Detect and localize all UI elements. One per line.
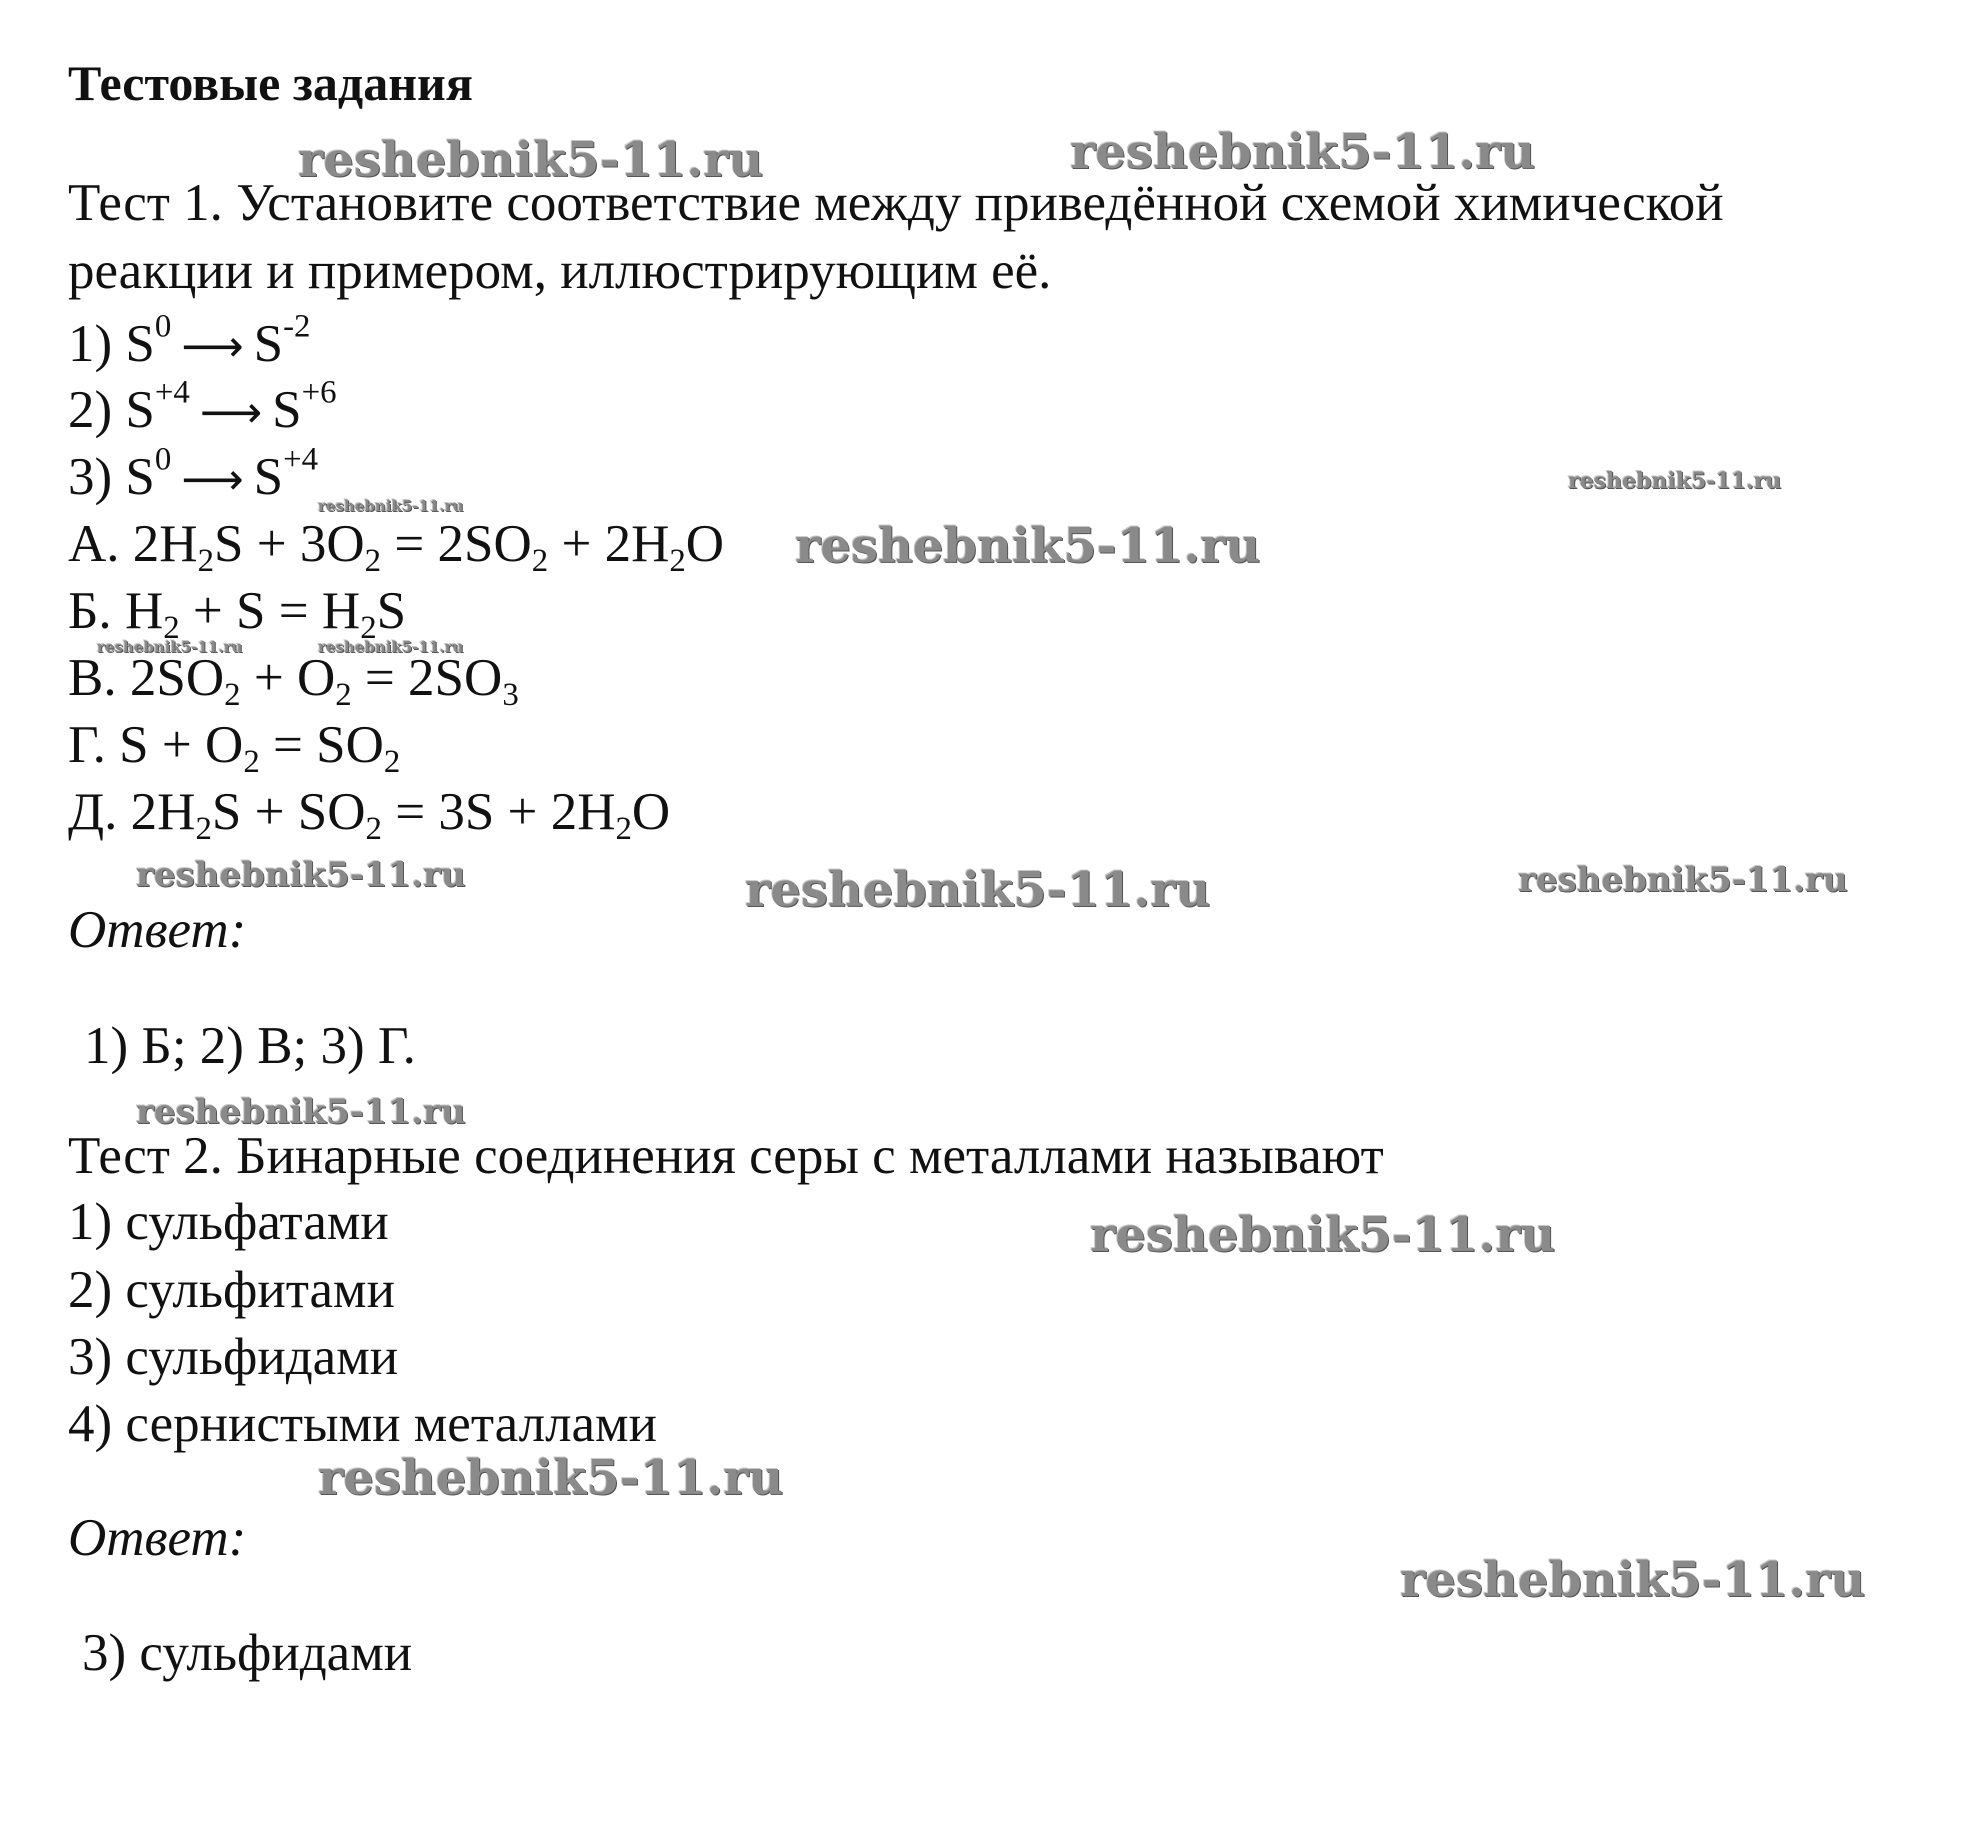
- test2-answer-label: Ответ:: [68, 1509, 247, 1567]
- scheme-1: 1) $S^0$ ⟶ $S^{-2}$: [68, 308, 311, 373]
- watermark: reshebnik5-11.ru: [97, 638, 243, 656]
- test1-question-line1: Тест 1. Установите соответствие между приведённой схемой химической: [68, 174, 1724, 232]
- watermark: reshebnik5-11.ru: [136, 855, 466, 895]
- arrow-icon: ⟶: [199, 388, 263, 438]
- page-title: Тестовые задания: [68, 55, 473, 111]
- option-v: В. $2SO_2 + O_2 = 2SO_3$: [68, 649, 519, 713]
- watermark: reshebnik5-11.ru: [318, 638, 464, 656]
- watermark: reshebnik5-11.ru: [1400, 1552, 1866, 1608]
- watermark: reshebnik5-11.ru: [1568, 468, 1782, 494]
- watermark: reshebnik5-11.ru: [318, 497, 464, 515]
- watermark: reshebnik5-11.ru: [1518, 860, 1848, 900]
- watermark: reshebnik5-11.ru: [1070, 124, 1536, 180]
- arrow-icon: ⟶: [181, 455, 244, 505]
- test2-option-3: 3) сульфидами: [68, 1328, 399, 1386]
- test2-question: Тест 2. Бинарные соединения серы с металлами называют: [68, 1127, 1384, 1185]
- watermark: reshebnik5-11.ru: [745, 862, 1211, 918]
- test1-answer: 1) Б; 2) В; 3) Г.: [84, 1017, 416, 1075]
- watermark: reshebnik5-11.ru: [795, 518, 1261, 574]
- option-a: А. $2H_2S + 3O_2 = 2SO_2 + 2H_2O$: [68, 515, 725, 579]
- watermark: reshebnik5-11.ru: [136, 1092, 466, 1132]
- test2-answer: 3) сульфидами: [82, 1624, 413, 1682]
- test1-question-line2: реакции и примером, иллюстрирующим её.: [68, 242, 1052, 300]
- test2-option-1: 1) сульфатами: [68, 1193, 389, 1251]
- scheme-2: 2) $S^{+4}$ ⟶ $S^{+6}$: [68, 374, 337, 439]
- test2-option-2: 2) сульфитами: [68, 1261, 395, 1319]
- test2-option-4: 4) сернистыми металлами: [68, 1395, 657, 1453]
- watermark: reshebnik5-11.ru: [298, 132, 764, 188]
- option-d: Д. $2H_2S + SO_2 = 3S + 2H_2O$: [68, 783, 671, 847]
- watermark: reshebnik5-11.ru: [1090, 1207, 1556, 1263]
- watermark: reshebnik5-11.ru: [318, 1450, 784, 1506]
- scheme-3: 3) $S^0$ ⟶ $S^{+4}$: [68, 441, 319, 506]
- option-b: Б. $H_2 + S = H_2S$: [68, 582, 407, 646]
- option-g: Г. $S + O_2 = SO_2$: [68, 716, 401, 780]
- arrow-icon: ⟶: [181, 322, 244, 372]
- test1-answer-label: Ответ:: [68, 901, 247, 959]
